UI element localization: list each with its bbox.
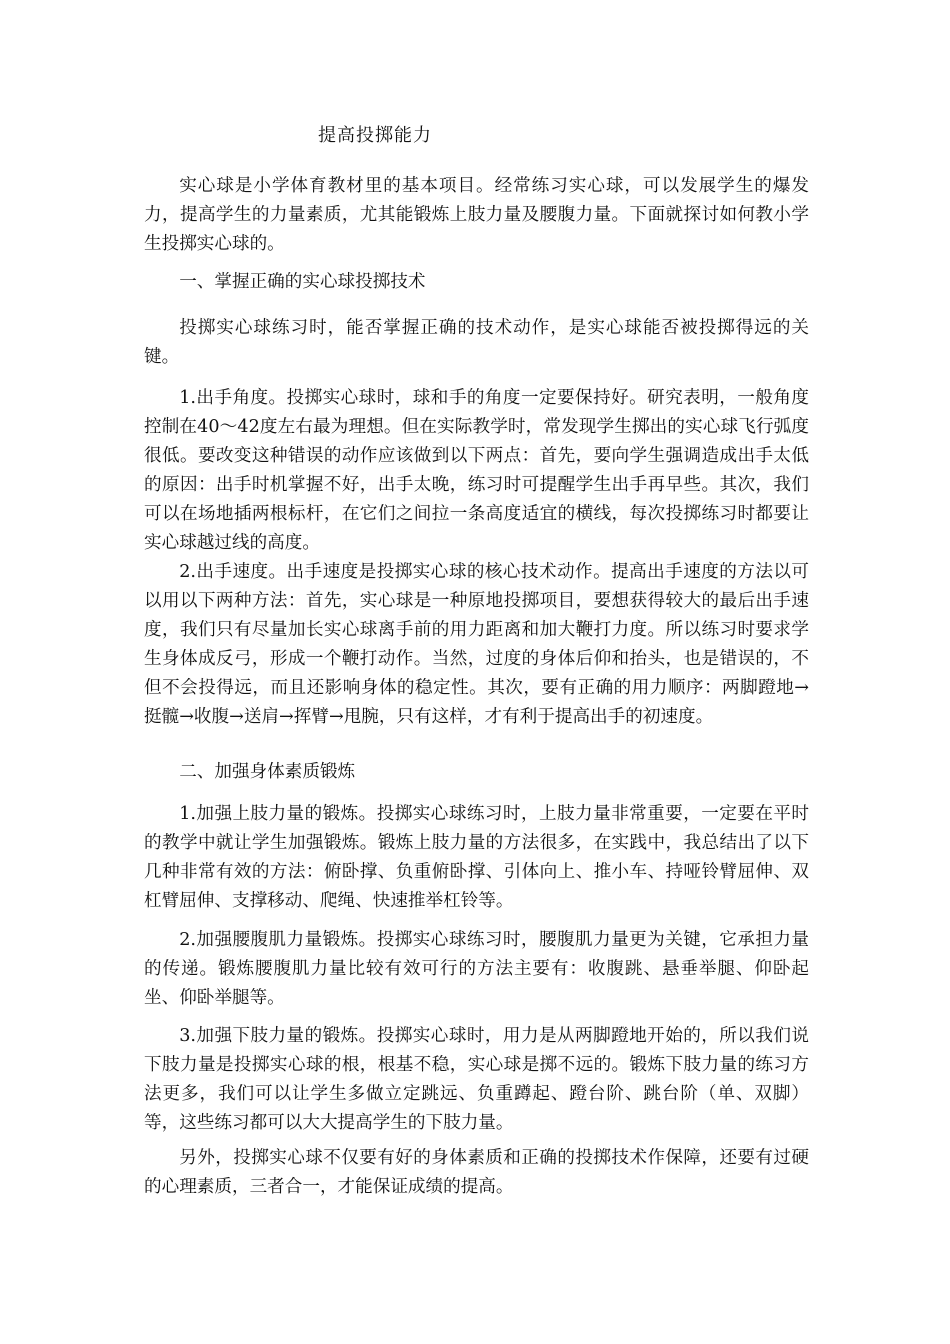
section-1-point-1-paragraph: 1.出手角度。投掷实心球时，球和手的角度一定要保持好。研究表明，一般角度控制在40～42度左右最为理想。但在实际教学时，常发现学生掷出的实心球飞行弧度很低。要改变这种错误的动作应该做到以下两点：首先，要向学生强调造成出手太低的原因：出手时机掌握不好，出手太晚，练习时可提醒学生出手再早些。其次，我们可以在场地插两根标杆，在它们之间拉一条高度适宜的横线，每次投掷练习时都要让实心球越过线的高度。 bbox=[144, 388, 809, 553]
section-2-point-1-paragraph: 1.加强上肢力量的锻炼。投掷实心球练习时，上肢力量非常重要，一定要在平时的教学中就让学生加强锻炼。锻炼上肢力量的方法很多，在实践中，我总结出了以下几种非常有效的方法：俯卧撑、负重俯卧撑、引体向上、推小车、持哑铃臂屈伸、双杠臂屈伸、支撑移动、爬绳、快速推举杠铃等。 bbox=[144, 804, 809, 911]
section-2-point-2-paragraph: 2.加强腰腹肌力量锻炼。投掷实心球练习时，腰腹肌力量更为关键，它承担力量的传递。锻炼腰腹肌力量比较有效可行的方法主要有：收腹跳、悬垂举腿、仰卧起坐、仰卧举腿等。 bbox=[144, 930, 809, 1008]
section-2-heading: 二、加强身体素质锻炼 bbox=[179, 762, 356, 782]
intro-paragraph: 实心球是小学体育教材里的基本项目。经常练习实心球，可以发展学生的爆发力，提高学生的力量素质，尤其能锻炼上肢力量及腰腹力量。下面就探讨如何教小学生投掷实心球的。 bbox=[144, 176, 809, 254]
conclusion-paragraph: 另外，投掷实心球不仅要有好的身体素质和正确的投掷技术作保障，还要有过硬的心理素质，三者合一，才能保证成绩的提高。 bbox=[144, 1148, 809, 1197]
document-title: 提高投掷能力 bbox=[318, 125, 432, 146]
section-1-point-2-paragraph: 2.出手速度。出手速度是投掷实心球的核心技术动作。提高出手速度的方法以可以用以下两种方法：首先，实心球是一种原地投掷项目，要想获得较大的最后出手速度，我们只有尽量加长实心球离手前的用力距离和加大鞭打力度。所以练习时要求学生身体成反弓，形成一个鞭打动作。当然，过度的身体后仰和抬头，也是错误的，不但不会投得远，而且还影响身体的稳定性。其次，要有正确的用力顺序：两脚蹬地→挺髋→收腹→送肩→挥臂→甩腕，只有这样，才有利于提高出手的初速度。 bbox=[144, 562, 809, 727]
section-1-intro-paragraph: 投掷实心球练习时，能否掌握正确的技术动作，是实心球能否被投掷得远的关键。 bbox=[144, 318, 809, 367]
section-1-heading: 一、掌握正确的实心球投掷技术 bbox=[179, 272, 426, 292]
section-2-point-3-paragraph: 3.加强下肢力量的锻炼。投掷实心球时，用力是从两脚蹬地开始的，所以我们说下肢力量是投掷实心球的根，根基不稳，实心球是掷不远的。锻炼下肢力量的练习方法更多，我们可以让学生多做立定跳远、负重蹲起、蹬台阶、跳台阶（单、双脚）等，这些练习都可以大大提高学生的下肢力量。 bbox=[144, 1026, 809, 1133]
